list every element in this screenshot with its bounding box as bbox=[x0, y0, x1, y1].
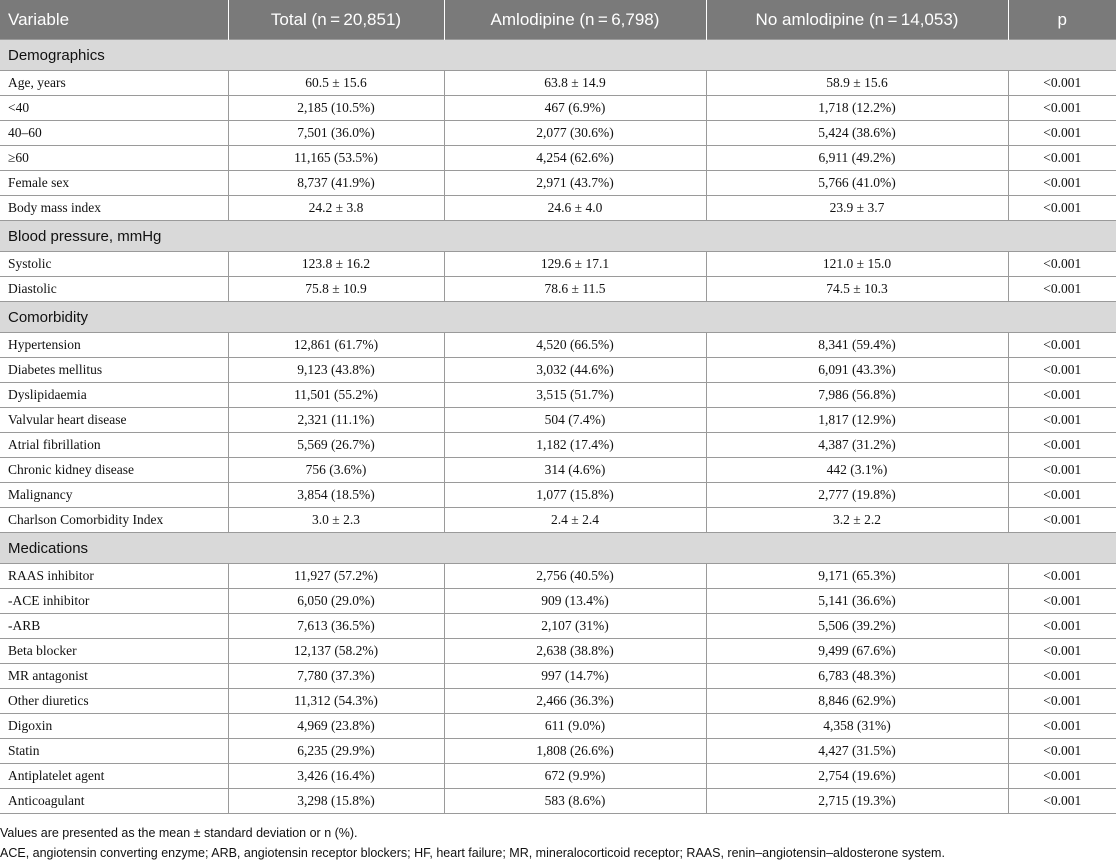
cell-no-amlodipine: 2,715 (19.3%) bbox=[706, 789, 1008, 814]
cell-variable: Anticoagulant bbox=[0, 789, 228, 814]
table-row bbox=[0, 171, 1116, 196]
table-row bbox=[0, 277, 1116, 302]
table-row bbox=[0, 483, 1116, 508]
cell-total: 11,165 (53.5%) bbox=[228, 146, 444, 171]
cell-p-value: <0.001 bbox=[1008, 789, 1116, 814]
cell-total: 6,050 (29.0%) bbox=[228, 589, 444, 614]
cell-p-value: <0.001 bbox=[1008, 146, 1116, 171]
table-row bbox=[0, 739, 1116, 764]
cell-no-amlodipine: 6,911 (49.2%) bbox=[706, 146, 1008, 171]
cell-no-amlodipine: 8,846 (62.9%) bbox=[706, 689, 1008, 714]
table-row bbox=[0, 121, 1116, 146]
cell-variable: Systolic bbox=[0, 252, 228, 277]
cell-variable: Body mass index bbox=[0, 196, 228, 221]
table-row bbox=[0, 508, 1116, 533]
cell-p-value: <0.001 bbox=[1008, 458, 1116, 483]
cell-variable: 40–60 bbox=[0, 121, 228, 146]
cell-total: 3,854 (18.5%) bbox=[228, 483, 444, 508]
cell-total: 12,137 (58.2%) bbox=[228, 639, 444, 664]
cell-total: 7,780 (37.3%) bbox=[228, 664, 444, 689]
cell-p-value: <0.001 bbox=[1008, 508, 1116, 533]
cell-amlodipine: 63.8 ± 14.9 bbox=[444, 71, 706, 96]
cell-total: 5,569 (26.7%) bbox=[228, 433, 444, 458]
cell-p-value: <0.001 bbox=[1008, 739, 1116, 764]
cell-total: 9,123 (43.8%) bbox=[228, 358, 444, 383]
cell-variable: Female sex bbox=[0, 171, 228, 196]
cell-no-amlodipine: 2,777 (19.8%) bbox=[706, 483, 1008, 508]
cell-total: 11,312 (54.3%) bbox=[228, 689, 444, 714]
cell-amlodipine: 2,971 (43.7%) bbox=[444, 171, 706, 196]
cell-no-amlodipine: 5,141 (36.6%) bbox=[706, 589, 1008, 614]
cell-p-value: <0.001 bbox=[1008, 564, 1116, 589]
table-row bbox=[0, 689, 1116, 714]
cell-amlodipine: 1,077 (15.8%) bbox=[444, 483, 706, 508]
cell-p-value: <0.001 bbox=[1008, 433, 1116, 458]
table-row bbox=[0, 146, 1116, 171]
cell-p-value: <0.001 bbox=[1008, 358, 1116, 383]
cell-no-amlodipine: 5,506 (39.2%) bbox=[706, 614, 1008, 639]
cell-no-amlodipine: 4,427 (31.5%) bbox=[706, 739, 1008, 764]
cell-no-amlodipine: 3.2 ± 2.2 bbox=[706, 508, 1008, 533]
cell-variable: Atrial fibrillation bbox=[0, 433, 228, 458]
header-variable: Variable bbox=[0, 0, 228, 40]
cell-total: 2,185 (10.5%) bbox=[228, 96, 444, 121]
table-footnotes bbox=[0, 823, 1116, 863]
table-body bbox=[0, 40, 1116, 814]
cell-amlodipine: 672 (9.9%) bbox=[444, 764, 706, 789]
cell-variable: ≥60 bbox=[0, 146, 228, 171]
table-row bbox=[0, 333, 1116, 358]
cell-p-value: <0.001 bbox=[1008, 664, 1116, 689]
cell-total: 60.5 ± 15.6 bbox=[228, 71, 444, 96]
cell-no-amlodipine: 4,387 (31.2%) bbox=[706, 433, 1008, 458]
cell-amlodipine: 3,032 (44.6%) bbox=[444, 358, 706, 383]
section-row bbox=[0, 533, 1116, 564]
cell-amlodipine: 583 (8.6%) bbox=[444, 789, 706, 814]
cell-variable: MR antagonist bbox=[0, 664, 228, 689]
cell-amlodipine: 997 (14.7%) bbox=[444, 664, 706, 689]
table-row bbox=[0, 639, 1116, 664]
cell-no-amlodipine: 7,986 (56.8%) bbox=[706, 383, 1008, 408]
cell-no-amlodipine: 5,424 (38.6%) bbox=[706, 121, 1008, 146]
cell-amlodipine: 24.6 ± 4.0 bbox=[444, 196, 706, 221]
header-no-amlodipine: No amlodipine (n = 14,053) bbox=[706, 0, 1008, 40]
cell-total: 7,501 (36.0%) bbox=[228, 121, 444, 146]
footnote-abbreviations: ACE, angiotensin converting enzyme; ARB, angiotensin receptor blockers; HF, heart failure; MR, mineralocorticoid receptor; RAAS, renin–angiotensin–aldosterone system. bbox=[0, 846, 945, 860]
cell-amlodipine: 2,756 (40.5%) bbox=[444, 564, 706, 589]
cell-variable: Diabetes mellitus bbox=[0, 358, 228, 383]
cell-p-value: <0.001 bbox=[1008, 614, 1116, 639]
cell-amlodipine: 2,466 (36.3%) bbox=[444, 689, 706, 714]
cell-variable: Chronic kidney disease bbox=[0, 458, 228, 483]
cell-total: 123.8 ± 16.2 bbox=[228, 252, 444, 277]
cell-total: 6,235 (29.9%) bbox=[228, 739, 444, 764]
cell-variable: RAAS inhibitor bbox=[0, 564, 228, 589]
cell-total: 3.0 ± 2.3 bbox=[228, 508, 444, 533]
cell-amlodipine: 2,077 (30.6%) bbox=[444, 121, 706, 146]
cell-no-amlodipine: 9,171 (65.3%) bbox=[706, 564, 1008, 589]
table-row bbox=[0, 71, 1116, 96]
cell-variable: Antiplatelet agent bbox=[0, 764, 228, 789]
cell-variable: Hypertension bbox=[0, 333, 228, 358]
cell-variable: Statin bbox=[0, 739, 228, 764]
table-row bbox=[0, 358, 1116, 383]
cell-no-amlodipine: 1,817 (12.9%) bbox=[706, 408, 1008, 433]
table-row bbox=[0, 383, 1116, 408]
cell-no-amlodipine: 442 (3.1%) bbox=[706, 458, 1008, 483]
table-row bbox=[0, 589, 1116, 614]
cell-total: 11,927 (57.2%) bbox=[228, 564, 444, 589]
cell-variable: Beta blocker bbox=[0, 639, 228, 664]
cell-variable: Dyslipidaemia bbox=[0, 383, 228, 408]
table-row bbox=[0, 789, 1116, 814]
cell-p-value: <0.001 bbox=[1008, 252, 1116, 277]
cell-variable: Digoxin bbox=[0, 714, 228, 739]
cell-variable: Other diuretics bbox=[0, 689, 228, 714]
cell-amlodipine: 2,638 (38.8%) bbox=[444, 639, 706, 664]
cell-total: 75.8 ± 10.9 bbox=[228, 277, 444, 302]
cell-p-value: <0.001 bbox=[1008, 333, 1116, 358]
cell-amlodipine: 2,107 (31%) bbox=[444, 614, 706, 639]
cell-amlodipine: 909 (13.4%) bbox=[444, 589, 706, 614]
table-row bbox=[0, 433, 1116, 458]
cell-amlodipine: 1,182 (17.4%) bbox=[444, 433, 706, 458]
header-total: Total (n = 20,851) bbox=[228, 0, 444, 40]
cell-amlodipine: 467 (6.9%) bbox=[444, 96, 706, 121]
header-p-value: p bbox=[1008, 0, 1116, 40]
cell-total: 8,737 (41.9%) bbox=[228, 171, 444, 196]
table-row bbox=[0, 196, 1116, 221]
table-row bbox=[0, 714, 1116, 739]
cell-total: 756 (3.6%) bbox=[228, 458, 444, 483]
cell-p-value: <0.001 bbox=[1008, 689, 1116, 714]
cell-variable: Valvular heart disease bbox=[0, 408, 228, 433]
cell-total: 4,969 (23.8%) bbox=[228, 714, 444, 739]
section-row bbox=[0, 302, 1116, 333]
table-row bbox=[0, 408, 1116, 433]
cell-total: 24.2 ± 3.8 bbox=[228, 196, 444, 221]
cell-p-value: <0.001 bbox=[1008, 589, 1116, 614]
table-row bbox=[0, 664, 1116, 689]
cell-amlodipine: 504 (7.4%) bbox=[444, 408, 706, 433]
cell-no-amlodipine: 5,766 (41.0%) bbox=[706, 171, 1008, 196]
cell-no-amlodipine: 9,499 (67.6%) bbox=[706, 639, 1008, 664]
section-row bbox=[0, 221, 1116, 252]
cell-p-value: <0.001 bbox=[1008, 764, 1116, 789]
cell-no-amlodipine: 23.9 ± 3.7 bbox=[706, 196, 1008, 221]
cell-total: 2,321 (11.1%) bbox=[228, 408, 444, 433]
cell-p-value: <0.001 bbox=[1008, 121, 1116, 146]
cell-total: 11,501 (55.2%) bbox=[228, 383, 444, 408]
table-row bbox=[0, 252, 1116, 277]
table-row bbox=[0, 564, 1116, 589]
cell-p-value: <0.001 bbox=[1008, 714, 1116, 739]
cell-amlodipine: 129.6 ± 17.1 bbox=[444, 252, 706, 277]
cell-no-amlodipine: 4,358 (31%) bbox=[706, 714, 1008, 739]
cell-no-amlodipine: 58.9 ± 15.6 bbox=[706, 71, 1008, 96]
table-row bbox=[0, 96, 1116, 121]
header-amlodipine: Amlodipine (n = 6,798) bbox=[444, 0, 706, 40]
section-title: Demographics bbox=[0, 40, 1116, 71]
cell-amlodipine: 78.6 ± 11.5 bbox=[444, 277, 706, 302]
cell-p-value: <0.001 bbox=[1008, 383, 1116, 408]
cell-amlodipine: 314 (4.6%) bbox=[444, 458, 706, 483]
cell-variable: Charlson Comorbidity Index bbox=[0, 508, 228, 533]
cell-p-value: <0.001 bbox=[1008, 483, 1116, 508]
cell-variable: -ARB bbox=[0, 614, 228, 639]
cell-p-value: <0.001 bbox=[1008, 639, 1116, 664]
cell-p-value: <0.001 bbox=[1008, 196, 1116, 221]
cell-variable: <40 bbox=[0, 96, 228, 121]
table-row bbox=[0, 764, 1116, 789]
cell-total: 3,298 (15.8%) bbox=[228, 789, 444, 814]
cell-amlodipine: 2.4 ± 2.4 bbox=[444, 508, 706, 533]
cell-variable: Diastolic bbox=[0, 277, 228, 302]
cell-variable: Malignancy bbox=[0, 483, 228, 508]
cell-no-amlodipine: 121.0 ± 15.0 bbox=[706, 252, 1008, 277]
cell-no-amlodipine: 1,718 (12.2%) bbox=[706, 96, 1008, 121]
cell-amlodipine: 3,515 (51.7%) bbox=[444, 383, 706, 408]
footnote-values: Values are presented as the mean ± standard deviation or n (%). bbox=[0, 826, 358, 840]
cell-amlodipine: 4,520 (66.5%) bbox=[444, 333, 706, 358]
cell-no-amlodipine: 6,091 (43.3%) bbox=[706, 358, 1008, 383]
cell-p-value: <0.001 bbox=[1008, 277, 1116, 302]
section-title: Comorbidity bbox=[0, 302, 1116, 333]
cell-variable: -ACE inhibitor bbox=[0, 589, 228, 614]
cell-total: 7,613 (36.5%) bbox=[228, 614, 444, 639]
cell-total: 12,861 (61.7%) bbox=[228, 333, 444, 358]
table-row bbox=[0, 458, 1116, 483]
cell-no-amlodipine: 2,754 (19.6%) bbox=[706, 764, 1008, 789]
cell-total: 3,426 (16.4%) bbox=[228, 764, 444, 789]
section-title: Blood pressure, mmHg bbox=[0, 221, 1116, 252]
cell-variable: Age, years bbox=[0, 71, 228, 96]
cell-amlodipine: 1,808 (26.6%) bbox=[444, 739, 706, 764]
table-header bbox=[0, 0, 1116, 40]
table-row bbox=[0, 614, 1116, 639]
cell-p-value: <0.001 bbox=[1008, 71, 1116, 96]
cell-no-amlodipine: 74.5 ± 10.3 bbox=[706, 277, 1008, 302]
section-title: Medications bbox=[0, 533, 1116, 564]
section-row bbox=[0, 40, 1116, 71]
cell-no-amlodipine: 6,783 (48.3%) bbox=[706, 664, 1008, 689]
cell-p-value: <0.001 bbox=[1008, 96, 1116, 121]
cell-amlodipine: 4,254 (62.6%) bbox=[444, 146, 706, 171]
cell-amlodipine: 611 (9.0%) bbox=[444, 714, 706, 739]
cell-p-value: <0.001 bbox=[1008, 408, 1116, 433]
cell-no-amlodipine: 8,341 (59.4%) bbox=[706, 333, 1008, 358]
cell-p-value: <0.001 bbox=[1008, 171, 1116, 196]
